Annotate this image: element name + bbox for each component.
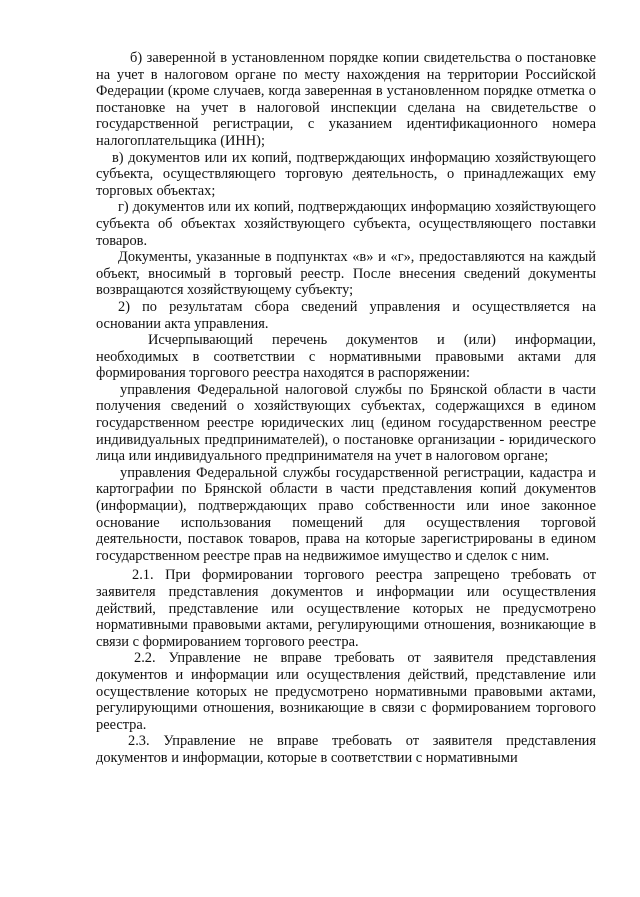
paragraph-2-3: 2.3. Управление не вправе требовать от заявителя представления документов и информации, которые в соответствии с нормативными <box>96 733 596 766</box>
paragraph-exhaustive-list: Исчерпывающий перечень документов и (или) информации, необходимых в соответствии с нормативными правовыми актами для формирования торгового реестра находятся в распоряжении: <box>96 332 596 382</box>
paragraph-tax-service: управления Федеральной налоговой службы по Брянской области в части получения сведений о хозяйствующих субъектах, содержащихся в едином государственном реестре юридических лиц (едином государственном реестре индивидуальных предпринимателей), о постановке организации - юридического лица или индивидуального предпринимателя на учет в налоговом органе; <box>96 381 596 465</box>
paragraph-documents-note: Документы, указанные в подпунктах «в» и «г», предоставляются на каждый объект, вносимый в торговый реестр. После внесения сведений документы возвращаются хозяйствующему субъекту; <box>96 249 596 299</box>
paragraph-b: б) заверенной в установленном порядке копии свидетельства о постановке на учет в налоговом органе по месту нахождения на территории Российской Федерации (кроме случаев, когда заверенная в установленном порядке отметка о постановке на учет в налоговой инспекции сделана на свидетельстве о государственной регистрации, с указанием идентификационного номера налогоплательщика (ИНН); <box>96 50 596 149</box>
paragraph-2-2: 2.2. Управление не вправе требовать от заявителя представления документов и информации или осуществления действий, представление или осуществление которых не предусмотрено нормативными правовыми актами, регулирующими отношения, возникающие в связи с формированием торгового реестра. <box>96 650 596 733</box>
document-body <box>96 50 596 767</box>
paragraph-v: в) документов или их копий, подтверждающих информацию хозяйствующего субъекта, осуществляющего торговую деятельность, о принадлежащих ему торговых объектах; <box>96 149 596 199</box>
paragraph-2-1: 2.1. При формировании торгового реестра запрещено требовать от заявителя представления документов и информации или осуществления действий, представление или осуществление которых не предусмотрено нормативными правовыми актами, регулирующими отношения, возникающие в связи с формированием торгового реестра. <box>96 567 596 650</box>
paragraph-registration-service: управления Федеральной службы государственной регистрации, кадастра и картографии по Брянской области в части представления копий документов (информации), подтверждающих право собственности или иное законное основание использования помещений для осуществления торговой деятельности, поставок товаров, права на которые зарегистрированы в едином государственном реестре прав на недвижимое имущество и сделок с ним. <box>96 464 596 564</box>
paragraph-g: г) документов или их копий, подтверждающих информацию хозяйствующего субъекта об объектах хозяйствующего субъекта, осуществляющего поставки товаров. <box>96 199 596 249</box>
paragraph-item-2: 2) по результатам сбора сведений управления и осуществляется на основании акта управления. <box>96 298 596 332</box>
